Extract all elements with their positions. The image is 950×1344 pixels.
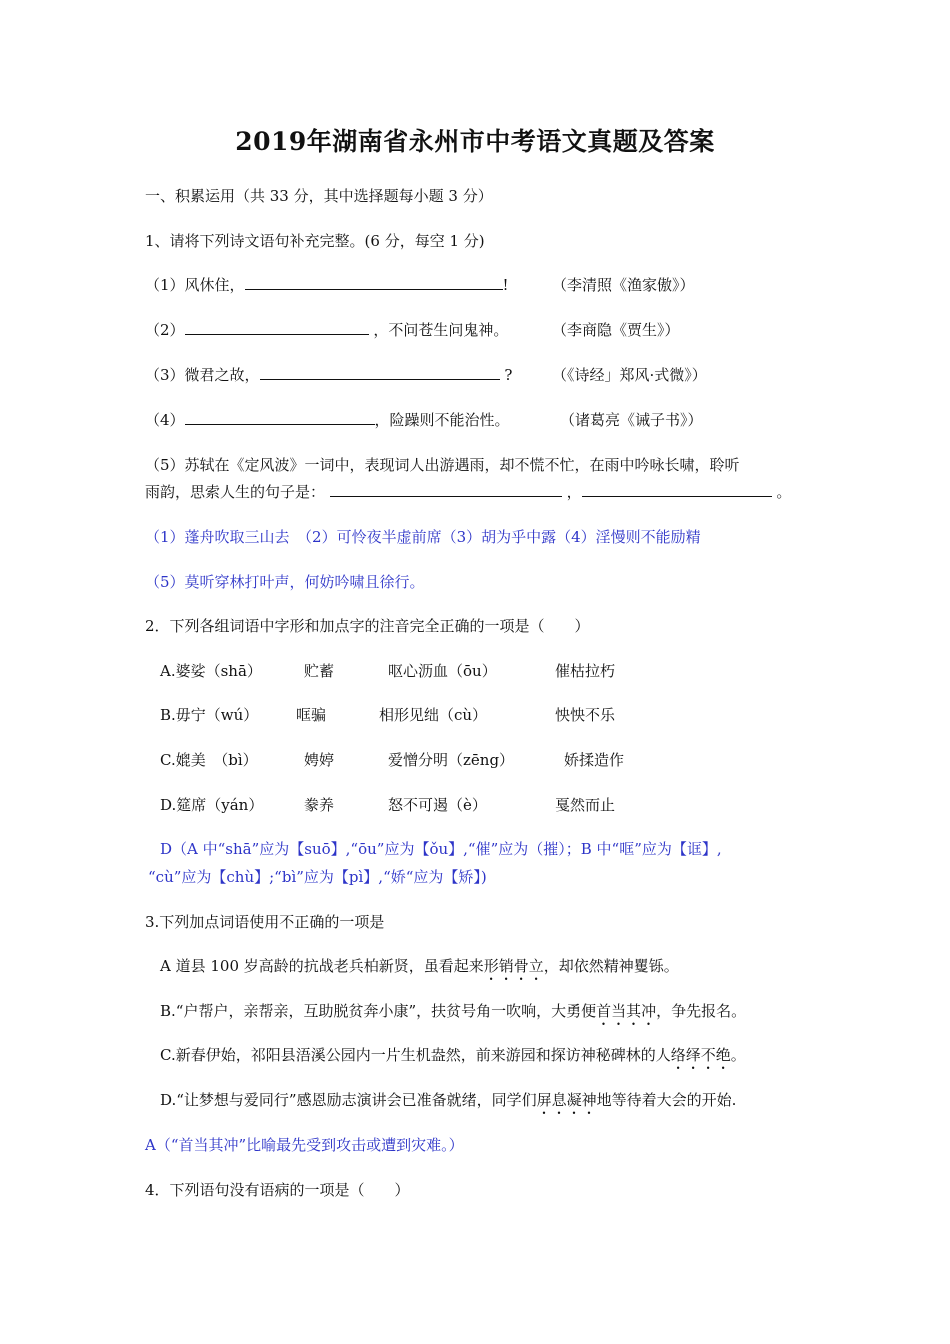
q1-item-5-line-1: （5）苏轼在《定风波》一词中，表现词人出游遇雨，却不慌不忙，在雨中吟咏长啸，聆听	[145, 456, 740, 474]
q3-answer: A（“首当其冲”比喻最先受到攻击或遭到灾难。）	[145, 1136, 464, 1154]
q2-option-d-2: 豢养	[304, 796, 335, 814]
document-title: 2019年湖南省永州市中考语文真题及答案	[235, 127, 715, 156]
q2-stem: 2．下列各组词语中字形和加点字的注音完全正确的一项是（ ）	[145, 617, 590, 635]
q2-answer-line-2: “cù”应为【chù】;“bì”应为【pì】,“娇“应为【矫】)	[148, 868, 487, 886]
q3-option-a	[160, 955, 679, 984]
q1-item-4-blank	[185, 410, 375, 425]
q2-option-d-1: D.筵席（yán）	[160, 796, 264, 814]
section-heading: 一、积累运用（共 33 分，其中选择题每小题 3 分）	[145, 187, 493, 205]
q2-option-d-3: 怒不可遏（è）	[388, 796, 487, 814]
q1-item-4-source: （诸葛亮《诫子书》）	[560, 411, 703, 429]
q2-option-c-3: 爱憎分明（zēng）	[388, 751, 515, 769]
q1-item-1-pre: （1）风休住，	[145, 276, 245, 294]
q2-option-c-2: 娉婷	[304, 751, 335, 769]
q1-item-4-post: ，险躁则不能治性。	[374, 411, 510, 429]
q2-option-b-4: 怏怏不乐	[555, 706, 616, 724]
q3-option-d-text-2: 地等待着大会的开始.	[596, 1091, 737, 1109]
q3-option-b	[160, 1000, 746, 1029]
q3-option-c	[160, 1044, 746, 1073]
q1-item-5-post: 。	[776, 483, 792, 501]
q2-option-a-2: 贮蓄	[304, 662, 335, 680]
q2-option-b-1: B.毋宁（wú）	[160, 706, 259, 724]
q1-item-2	[145, 319, 508, 341]
q1-item-3-pre: （3）微君之故，	[145, 366, 260, 384]
q2-option-a-3: 呕心沥血（ōu）	[388, 662, 497, 680]
q4-stem: 4．下列语句没有语病的一项是（ ）	[145, 1181, 410, 1199]
q2-option-b-2: 哐骗	[296, 706, 327, 724]
q1-item-1-blank	[245, 275, 503, 290]
q1-item-2-pre: （2）	[145, 321, 185, 339]
q1-item-2-blank	[185, 320, 369, 335]
q1-item-5-blank-2	[582, 482, 772, 497]
q3-option-d	[160, 1089, 736, 1118]
q2-answer-line-1: D（A 中“shā”应为【suō】,“ōu”应为【ǒu】,“催”应为（摧）；B 中“哐”应为【诓】,	[160, 840, 722, 858]
q3-option-b-phrase: 首当其冲	[596, 1002, 657, 1020]
q1-answer-line-2: （5）莫听穿林打叶声，何妨吟啸且徐行。	[145, 573, 425, 591]
q3-option-b-text-2: ，争先报名。	[656, 1002, 747, 1020]
q2-option-d-4: 戛然而止	[555, 796, 616, 814]
q1-item-3-post: ?	[504, 366, 513, 384]
q3-option-c-text-1: C.新春伊始，祁阳县浯溪公园内一片生机盎然，前来游园和探访神秘碑林的人	[160, 1046, 671, 1064]
q3-option-c-text-2: 。	[730, 1046, 746, 1064]
q1-item-1	[145, 274, 509, 296]
q2-option-b-3: 相形见绌（cù）	[379, 706, 488, 724]
q1-item-1-post: !	[502, 276, 509, 294]
q2-option-a-4: 催枯拉朽	[555, 662, 616, 680]
q1-item-5-blank-1	[330, 482, 562, 497]
q1-item-3-source: （《诗经」郑风·式微》）	[552, 366, 707, 384]
q1-item-1-source: （李清照《渔家傲》）	[552, 276, 695, 294]
q1-item-2-post: ，不问苍生问鬼神。	[373, 321, 509, 339]
q1-item-5-line-2	[145, 481, 791, 503]
q1-item-5-pre: 雨韵，思索人生的句子是：	[145, 483, 326, 501]
q1-answer-line-1: （1）蓬舟吹取三山去 （2）可怜夜半虚前席（3）胡为乎中露（4）淫慢则不能励精	[145, 528, 701, 546]
q3-option-a-phrase: 形销骨立	[483, 957, 544, 975]
q3-option-b-text-1: B.“户帮户，亲帮亲，互助脱贫奔小康”，扶贫号角一吹响，大勇便	[160, 1002, 597, 1020]
q3-option-a-text-1: A 道县 100 岁高龄的抗战老兵柏新贤，虽看起来	[160, 957, 484, 975]
q3-option-a-text-2: ，却依然精神矍铄。	[543, 957, 679, 975]
q1-item-5-mid: ，	[566, 483, 582, 501]
q3-stem: 3.下列加点词语使用不正确的一项是	[145, 913, 385, 931]
q1-item-3	[145, 364, 512, 386]
q3-option-d-text-1: D.“让梦想与爱同行”感恩励志演讲会已准备就绪，同学们	[160, 1091, 537, 1109]
q1-item-3-blank	[260, 365, 500, 380]
q3-option-c-phrase: 络绎不绝	[670, 1046, 731, 1064]
q1-item-4	[145, 409, 510, 431]
q1-stem: 1、请将下列诗文语句补充完整。(6 分，每空 1 分)	[145, 232, 485, 250]
q3-option-d-phrase: 屏息凝神	[536, 1091, 597, 1109]
q2-option-a-1: A.婆娑（shā）	[160, 662, 262, 680]
q2-option-c-4: 娇揉造作	[564, 751, 625, 769]
q1-item-4-pre: （4）	[145, 411, 185, 429]
q2-option-c-1: C.媲美 （bì）	[160, 751, 258, 769]
q1-item-2-source: （李商隐《贾生》）	[552, 321, 680, 339]
